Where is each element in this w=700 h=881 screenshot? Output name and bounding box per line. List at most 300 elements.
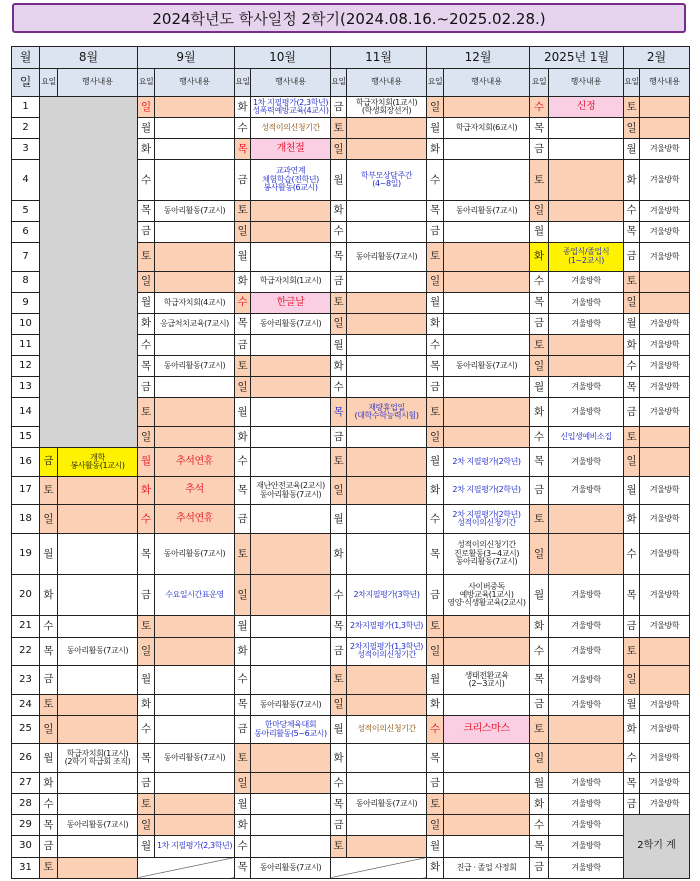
weekday-cell: 월: [530, 221, 549, 242]
weekday-cell: 화: [427, 139, 444, 160]
calendar-row: [12, 815, 690, 836]
weekday-cell: 목: [530, 448, 549, 477]
event-cell: 겨울방학: [549, 616, 624, 637]
event-cell: [347, 271, 427, 292]
weekday-cell: 금: [530, 857, 549, 878]
weekday-cell: 월: [235, 398, 251, 427]
event-cell: 겨울방학: [640, 476, 690, 505]
event-cell: [444, 271, 530, 292]
event-cell: [58, 857, 138, 878]
day-number: 25: [12, 715, 40, 744]
weekday-cell: 금: [138, 772, 155, 793]
event-cell: 개천절: [251, 139, 331, 160]
nonexistent-date-cell: [331, 857, 427, 878]
weekday-cell: 일: [138, 97, 155, 118]
event-cell: [58, 533, 138, 574]
weekday-cell: 일: [138, 637, 155, 666]
event-cell: 진급 · 졸업 사정회: [444, 857, 530, 878]
weekday-cell: 목: [427, 533, 444, 574]
weekday-cell: 일: [530, 200, 549, 221]
event-cell: [549, 505, 624, 534]
weekday-cell: 일: [138, 815, 155, 836]
weekday-cell: 목: [235, 857, 251, 878]
weekday-cell: 일: [40, 715, 58, 744]
weekday-cell: 토: [40, 857, 58, 878]
event-cell: 겨울방학: [549, 271, 624, 292]
calendar-row: [12, 448, 690, 477]
calendar-row: [12, 533, 690, 574]
weekday-cell: 월: [427, 836, 444, 857]
event-cell: [58, 715, 138, 744]
weekday-cell: 금: [427, 377, 444, 398]
weekday-cell: 일: [331, 476, 347, 505]
weekday-cell: 토: [331, 836, 347, 857]
event-cell: 겨울방학: [549, 377, 624, 398]
calendar-row: [12, 744, 690, 773]
weekday-cell: 목: [138, 533, 155, 574]
weekday-cell: 월: [530, 772, 549, 793]
day-number: 11: [12, 335, 40, 356]
event-cell: [155, 427, 235, 448]
event-cell: 겨울방학: [549, 815, 624, 836]
weekday-cell: 월: [624, 313, 640, 334]
event-cell: [640, 427, 690, 448]
weekday-cell: 토: [624, 637, 640, 666]
weekday-cell: 화: [624, 335, 640, 356]
event-cell: [251, 575, 331, 616]
weekday-cell: 수: [427, 335, 444, 356]
weekday-cell: 화: [235, 815, 251, 836]
weekday-cell: 월: [235, 616, 251, 637]
event-cell: 2차 지필평가(2학년): [444, 448, 530, 477]
weekday-cell: 일: [331, 313, 347, 334]
weekday-cell: 금: [331, 427, 347, 448]
event-cell: [251, 377, 331, 398]
day-number: 8: [12, 271, 40, 292]
weekday-cell: 금: [40, 448, 58, 477]
day-number: 22: [12, 637, 40, 666]
weekday-cell: 수: [235, 292, 251, 313]
event-cell: 추석연휴: [155, 448, 235, 477]
weekday-cell: 토: [331, 666, 347, 695]
weekday-header: 요일: [235, 69, 251, 97]
event-cell: [251, 533, 331, 574]
event-cell: [549, 118, 624, 139]
event-cell: [155, 221, 235, 242]
weekday-cell: 일: [138, 427, 155, 448]
weekday-cell: 수: [331, 377, 347, 398]
event-cell: [155, 97, 235, 118]
event-header: 행사내용: [251, 69, 331, 97]
event-cell: 겨울방학: [640, 505, 690, 534]
weekday-cell: 화: [235, 427, 251, 448]
event-cell: 1차 지필평가(2,3학년) 성폭력예방교육(4교시): [251, 97, 331, 118]
event-cell: 겨울방학: [640, 200, 690, 221]
event-cell: 겨울방학: [640, 398, 690, 427]
weekday-cell: 월: [530, 575, 549, 616]
event-cell: [444, 221, 530, 242]
weekday-cell: 금: [427, 221, 444, 242]
weekday-cell: 월: [624, 476, 640, 505]
event-cell: [155, 772, 235, 793]
event-cell: [251, 666, 331, 695]
day-number: 12: [12, 356, 40, 377]
event-cell: 겨울방학: [549, 313, 624, 334]
event-cell: [347, 139, 427, 160]
weekday-cell: 금: [235, 335, 251, 356]
weekday-cell: 일: [331, 694, 347, 715]
event-cell: [549, 221, 624, 242]
event-cell: [444, 772, 530, 793]
day-number: 5: [12, 200, 40, 221]
event-cell: [640, 637, 690, 666]
weekday-cell: 토: [235, 744, 251, 773]
event-cell: 생태전환교육 (2~3교시): [444, 666, 530, 695]
weekday-cell: 목: [40, 815, 58, 836]
day-number: 23: [12, 666, 40, 695]
calendar-row: [12, 694, 690, 715]
event-cell: [549, 715, 624, 744]
day-number: 1: [12, 97, 40, 118]
weekday-cell: 수: [530, 637, 549, 666]
weekday-cell: 토: [40, 476, 58, 505]
weekday-cell: 토: [138, 794, 155, 815]
weekday-header: 요일: [331, 69, 347, 97]
weekday-cell: 수: [235, 448, 251, 477]
weekday-cell: 월: [331, 160, 347, 200]
event-cell: [251, 398, 331, 427]
weekday-cell: 수: [530, 97, 549, 118]
weekday-cell: 수: [427, 160, 444, 200]
weekday-cell: 일: [624, 448, 640, 477]
event-cell: [640, 97, 690, 118]
weekday-cell: 화: [331, 744, 347, 773]
event-cell: [640, 271, 690, 292]
weekday-cell: 목: [530, 118, 549, 139]
weekday-cell: 화: [138, 313, 155, 334]
weekday-cell: 토: [331, 118, 347, 139]
event-cell: [347, 118, 427, 139]
weekday-cell: 수: [624, 533, 640, 574]
weekday-cell: 월: [138, 292, 155, 313]
event-cell: [444, 97, 530, 118]
event-cell: 교과연계 체험학습(전학년) 봉사활동(6교시): [251, 160, 331, 200]
event-cell: [347, 815, 427, 836]
weekday-cell: 화: [235, 271, 251, 292]
event-cell: 응급처치교육(7교시): [155, 313, 235, 334]
weekday-cell: 월: [40, 533, 58, 574]
day-number: 19: [12, 533, 40, 574]
event-header: 행사내용: [347, 69, 427, 97]
weekday-cell: 화: [331, 356, 347, 377]
weekday-cell: 금: [624, 242, 640, 271]
weekday-cell: 일: [235, 377, 251, 398]
weekday-cell: 화: [530, 242, 549, 271]
day-number: 6: [12, 221, 40, 242]
event-cell: [444, 335, 530, 356]
weekday-cell: 금: [331, 637, 347, 666]
weekday-header: 요일: [40, 69, 58, 97]
event-cell: [347, 377, 427, 398]
event-cell: [347, 476, 427, 505]
weekday-cell: 월: [427, 118, 444, 139]
month-header-jan: 2025년 1월: [530, 47, 624, 69]
weekday-cell: 일: [530, 356, 549, 377]
event-cell: 학급자치회(4교시): [155, 292, 235, 313]
weekday-cell: 월: [138, 666, 155, 695]
calendar-row: [12, 857, 690, 878]
day-number: 4: [12, 160, 40, 200]
day-header-label: 일: [12, 69, 40, 97]
weekday-cell: 토: [427, 616, 444, 637]
weekday-cell: 목: [331, 794, 347, 815]
event-cell: [155, 694, 235, 715]
day-number: 13: [12, 377, 40, 398]
weekday-cell: 일: [138, 271, 155, 292]
event-header: 행사내용: [155, 69, 235, 97]
event-cell: 겨울방학: [549, 836, 624, 857]
weekday-cell: 일: [235, 575, 251, 616]
weekday-cell: 목: [624, 575, 640, 616]
day-number: 7: [12, 242, 40, 271]
month-header-sep: 9월: [138, 47, 235, 69]
weekday-cell: 화: [530, 794, 549, 815]
weekday-cell: 화: [331, 200, 347, 221]
event-cell: [444, 616, 530, 637]
weekday-cell: 화: [530, 398, 549, 427]
weekday-header: 요일: [427, 69, 444, 97]
weekday-cell: 일: [427, 97, 444, 118]
event-cell: 겨울방학: [640, 694, 690, 715]
weekday-cell: 일: [235, 221, 251, 242]
weekday-cell: 토: [530, 160, 549, 200]
day-number: 18: [12, 505, 40, 534]
event-cell: [549, 139, 624, 160]
weekday-cell: 화: [427, 694, 444, 715]
event-cell: 동아리활동(7교시): [155, 200, 235, 221]
event-cell: 겨울방학: [640, 313, 690, 334]
weekday-cell: 금: [331, 97, 347, 118]
weekday-cell: 금: [624, 398, 640, 427]
weekday-cell: 목: [624, 221, 640, 242]
event-cell: 크리스마스: [444, 715, 530, 744]
event-cell: [155, 715, 235, 744]
event-cell: 성적이의신청기간: [347, 715, 427, 744]
day-number: 9: [12, 292, 40, 313]
event-cell: 2차지필평가(1,3학년): [347, 616, 427, 637]
weekday-cell: 화: [138, 139, 155, 160]
weekday-cell: 토: [235, 533, 251, 574]
weekday-cell: 금: [235, 505, 251, 534]
event-cell: [444, 377, 530, 398]
weekday-cell: 금: [40, 836, 58, 857]
event-cell: 동아리활동(7교시): [251, 694, 331, 715]
event-cell: 겨울방학: [549, 398, 624, 427]
calendar-row: [12, 97, 690, 118]
event-cell: 겨울방학: [640, 160, 690, 200]
event-cell: 1차 지필평가(2,3학년): [155, 836, 235, 857]
weekday-cell: 금: [138, 377, 155, 398]
event-header: 행사내용: [58, 69, 138, 97]
nonexistent-date-cell: [138, 857, 235, 878]
weekday-cell: 수: [530, 271, 549, 292]
day-number: 3: [12, 139, 40, 160]
event-cell: [444, 242, 530, 271]
calendar-row: [12, 476, 690, 505]
event-cell: [347, 427, 427, 448]
event-cell: 신입생예비소집: [549, 427, 624, 448]
event-cell: [155, 139, 235, 160]
event-cell: 동아리활동(7교시): [155, 533, 235, 574]
weekday-cell: 토: [235, 200, 251, 221]
event-header: 행사내용: [640, 69, 690, 97]
weekday-cell: 토: [235, 356, 251, 377]
weekday-cell: 화: [138, 476, 155, 505]
event-cell: [444, 313, 530, 334]
weekday-cell: 목: [530, 666, 549, 695]
weekday-cell: 토: [427, 242, 444, 271]
event-cell: 겨울방학: [549, 476, 624, 505]
event-cell: [347, 505, 427, 534]
weekday-cell: 금: [40, 666, 58, 695]
weekday-cell: 월: [235, 794, 251, 815]
weekday-header: 요일: [624, 69, 640, 97]
event-cell: [251, 200, 331, 221]
event-cell: [251, 448, 331, 477]
weekday-cell: 화: [624, 715, 640, 744]
event-cell: [549, 356, 624, 377]
weekday-cell: 수: [40, 794, 58, 815]
event-cell: 재량휴업일 (대학수학능력시험): [347, 398, 427, 427]
weekday-cell: 수: [138, 335, 155, 356]
month-header-dec: 12월: [427, 47, 530, 69]
event-cell: [549, 533, 624, 574]
weekday-header: 요일: [530, 69, 549, 97]
event-cell: [251, 637, 331, 666]
day-number: 15: [12, 427, 40, 448]
event-header: 행사내용: [444, 69, 530, 97]
event-cell: [155, 160, 235, 200]
event-cell: [444, 815, 530, 836]
month-header-nov: 11월: [331, 47, 427, 69]
weekday-cell: 목: [235, 476, 251, 505]
weekday-cell: 일: [427, 427, 444, 448]
event-cell: [444, 744, 530, 773]
weekday-cell: 금: [331, 815, 347, 836]
weekday-cell: 수: [624, 356, 640, 377]
event-cell: 겨울방학: [640, 794, 690, 815]
weekday-cell: 일: [427, 815, 444, 836]
event-cell: [251, 616, 331, 637]
event-cell: 겨울방학: [640, 616, 690, 637]
weekday-cell: 토: [530, 335, 549, 356]
event-cell: 개학 봉사활동(1교시): [58, 448, 138, 477]
weekday-cell: 목: [331, 616, 347, 637]
weekday-cell: 수: [530, 427, 549, 448]
event-cell: 성적이의신청기간: [251, 118, 331, 139]
event-cell: 겨울방학: [640, 772, 690, 793]
event-cell: [549, 744, 624, 773]
event-cell: [444, 139, 530, 160]
day-number: 16: [12, 448, 40, 477]
event-cell: [251, 815, 331, 836]
event-cell: [58, 794, 138, 815]
calendar-row: [12, 772, 690, 793]
weekday-cell: 일: [235, 772, 251, 793]
weekday-cell: 금: [624, 794, 640, 815]
event-cell: 한글날: [251, 292, 331, 313]
month-header-oct: 10월: [235, 47, 331, 69]
weekday-cell: 수: [624, 744, 640, 773]
weekday-cell: 목: [331, 398, 347, 427]
event-cell: [444, 836, 530, 857]
weekday-cell: 일: [624, 118, 640, 139]
weekday-cell: 일: [427, 271, 444, 292]
weekday-cell: 목: [235, 313, 251, 334]
event-cell: 동아리활동(7교시): [251, 857, 331, 878]
weekday-cell: 화: [40, 772, 58, 793]
event-cell: 겨울방학: [549, 292, 624, 313]
weekday-cell: 목: [138, 356, 155, 377]
event-cell: [58, 505, 138, 534]
event-cell: [640, 448, 690, 477]
event-cell: 동아리활동(7교시): [155, 356, 235, 377]
weekday-cell: 목: [427, 744, 444, 773]
event-cell: [347, 694, 427, 715]
day-number: 27: [12, 772, 40, 793]
weekday-cell: 일: [331, 139, 347, 160]
event-cell: 겨울방학: [549, 575, 624, 616]
weekday-cell: 목: [530, 836, 549, 857]
calendar-row: [12, 637, 690, 666]
event-cell: [640, 292, 690, 313]
weekday-cell: 일: [40, 505, 58, 534]
weekday-cell: 금: [530, 313, 549, 334]
event-cell: 겨울방학: [640, 139, 690, 160]
weekday-cell: 금: [138, 575, 155, 616]
weekday-cell: 화: [427, 476, 444, 505]
event-cell: [155, 815, 235, 836]
event-cell: 2차지필평가(1,3학년) 성적이의신청기간: [347, 637, 427, 666]
event-cell: [347, 448, 427, 477]
weekday-cell: 월: [530, 377, 549, 398]
event-cell: [444, 427, 530, 448]
weekday-cell: 토: [138, 242, 155, 271]
event-cell: 학급자치회(6교시): [444, 118, 530, 139]
event-cell: 학급자치회(1교시) (2학기 학급회 조직): [58, 744, 138, 773]
day-number: 14: [12, 398, 40, 427]
weekday-cell: 월: [138, 836, 155, 857]
event-cell: [155, 666, 235, 695]
weekday-cell: 토: [331, 448, 347, 477]
day-number: 26: [12, 744, 40, 773]
event-cell: 동아리활동(7교시): [444, 356, 530, 377]
event-cell: 겨울방학: [640, 242, 690, 271]
event-cell: [251, 335, 331, 356]
event-cell: [444, 694, 530, 715]
weekday-cell: 목: [624, 772, 640, 793]
weekday-cell: 월: [331, 335, 347, 356]
event-cell: 동아리활동(7교시): [251, 313, 331, 334]
weekday-cell: 화: [138, 694, 155, 715]
event-cell: [347, 335, 427, 356]
event-cell: 겨울방학: [640, 335, 690, 356]
weekday-cell: 화: [331, 533, 347, 574]
weekday-cell: 금: [235, 160, 251, 200]
weekday-cell: 토: [427, 398, 444, 427]
event-cell: [549, 160, 624, 200]
weekday-cell: 수: [138, 505, 155, 534]
